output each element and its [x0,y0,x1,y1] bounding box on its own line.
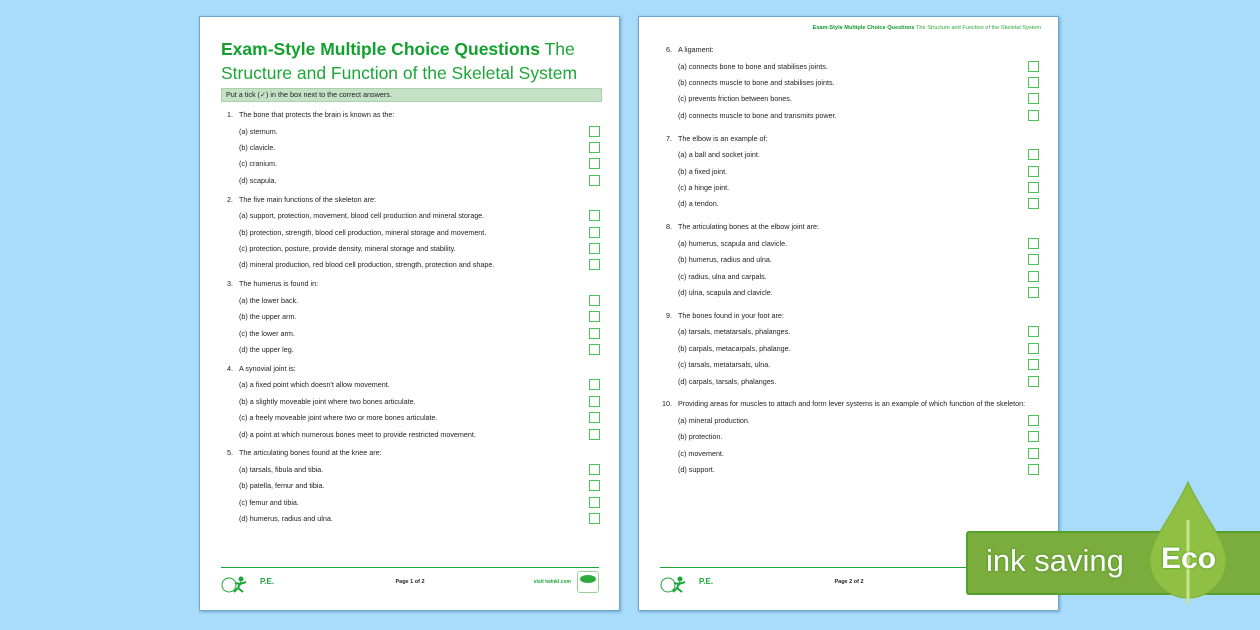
option-label: (a) support, protection, movement, blood cell production and mineral storage. [239,211,485,221]
page-title: Exam-Style Multiple Choice Questions The Structure and Function of the Skeletal System [221,39,578,83]
answer-checkbox[interactable] [589,480,600,491]
answer-option [221,377,602,393]
option-label: (c) tarsals, metatarsals, ulna. [678,360,771,370]
question-prompt: Providing areas for muscles to attach and form lever systems is an example of which function of the skeleton: [678,399,1026,409]
question-prompt: The articulating bones found at the knee are: [239,448,382,458]
answer-checkbox[interactable] [589,344,600,355]
answer-checkbox[interactable] [589,429,600,440]
option-label: (c) a freely moveable joint where two or more bones articulate. [239,413,438,423]
answer-checkbox[interactable] [589,227,600,238]
question-prompt: A synovial joint is: [239,363,296,373]
option-label: (a) the lower back. [239,295,299,305]
option-label: (c) prevents friction between bones. [678,94,792,104]
question-8 [660,218,1041,301]
question-text [221,360,602,377]
question-number: 4. [227,363,233,373]
option-label: (b) connects muscle to bone and stabilises joints. [678,78,835,88]
question-text [221,444,602,461]
question-text [660,41,1041,58]
option-label: (a) a fixed point which doesn't allow movement. [239,380,390,390]
answer-option [660,107,1041,123]
running-header: Exam-Style Multiple Choice Questions The Structure and Function of the Skeletal System [812,25,1041,31]
answer-option [660,356,1041,372]
question-prompt: The articulating bones at the elbow joint are: [678,222,820,232]
answer-checkbox[interactable] [1028,326,1039,337]
answer-checkbox[interactable] [589,513,600,524]
option-label: (c) protection, posture, provide density, mineral storage and stability. [239,244,456,254]
question-text [221,191,602,208]
answer-checkbox[interactable] [1028,166,1039,177]
twinkl-logo-icon [577,571,599,593]
answer-checkbox[interactable] [1028,271,1039,282]
answer-option [221,309,602,325]
answer-option [221,478,602,494]
answer-checkbox[interactable] [589,464,600,475]
option-label: (a) humerus, scapula and clavicle. [678,238,788,248]
answer-option [221,208,602,224]
answer-checkbox[interactable] [589,328,600,339]
answer-option [221,123,602,139]
answer-option [221,426,602,442]
answer-checkbox[interactable] [1028,431,1039,442]
question-2 [221,191,602,274]
answer-option [221,510,602,526]
worksheet-page-2 [638,16,1059,611]
answer-option [221,494,602,510]
answer-option [221,257,602,273]
answer-option [221,409,602,425]
question-number: 3. [227,279,233,289]
option-label: (d) support. [678,465,715,475]
question-number: 7. [666,133,672,143]
option-label: (b) protection. [678,432,723,442]
answer-checkbox[interactable] [1028,448,1039,459]
answer-checkbox[interactable] [1028,254,1039,265]
option-label: (d) the upper leg. [239,344,294,354]
question-text [660,218,1041,235]
option-label: (c) the lower arm. [239,328,295,338]
option-label: (d) humerus, radius and ulna. [239,514,333,524]
answer-checkbox[interactable] [1028,287,1039,298]
option-label: (c) a hinge joint. [678,183,730,193]
worksheet-page-1 [199,16,620,611]
question-prompt: The bone that protects the brain is known as the: [239,110,395,119]
answer-option [221,240,602,256]
subject-label: P.E. [260,577,275,586]
answer-checkbox[interactable] [1028,198,1039,209]
answer-option [221,172,602,188]
option-label: (a) tarsals, metatarsals, phalanges. [678,327,791,337]
option-label: (a) mineral production. [678,415,750,425]
answer-checkbox[interactable] [589,126,600,137]
answer-checkbox[interactable] [589,497,600,508]
question-3 [221,275,602,358]
question-6 [660,41,1041,124]
option-label: (b) a slightly moveable joint where two bones articulate. [239,396,416,406]
option-label: (d) a tendon. [678,199,719,209]
answer-option [660,58,1041,74]
answer-checkbox[interactable] [1028,149,1039,160]
option-label: (c) cranium. [239,159,277,169]
option-label: (d) connects muscle to bone and transmits power. [678,110,837,120]
question-list [660,41,1041,484]
answer-option [660,163,1041,179]
answer-option [660,324,1041,340]
answer-option [660,235,1041,251]
option-label: (b) the upper arm. [239,312,297,322]
question-prompt: A ligament: [678,45,714,54]
visit-link[interactable]: visit twinkl.com [533,579,571,585]
answer-checkbox[interactable] [1028,464,1039,475]
option-label: (a) a ball and socket joint. [678,150,760,160]
option-label: (d) mineral production, red blood cell production, strength, protection and shape. [239,260,495,270]
page-number: Page 2 of 2 [834,579,864,585]
option-label: (c) femur and tibia. [239,497,299,507]
instruction-bar: Put a tick (✓) in the box next to the correct answers. [221,88,602,102]
answer-option [660,91,1041,107]
answer-option [221,292,602,308]
answer-option [660,179,1041,195]
answer-option [221,224,602,240]
ink-saving-label: ink saving [986,543,1124,578]
answer-option [660,461,1041,477]
answer-checkbox[interactable] [1028,343,1039,354]
answer-checkbox[interactable] [1028,77,1039,88]
answer-checkbox[interactable] [589,259,600,270]
answer-checkbox[interactable] [589,412,600,423]
answer-checkbox[interactable] [1028,238,1039,249]
option-label: (a) sternum. [239,126,278,136]
answer-checkbox[interactable] [1028,110,1039,121]
page-content [660,25,1041,484]
question-number: 6. [666,45,672,54]
subject-label: P.E. [699,577,714,586]
question-prompt: The humerus is found in: [239,279,319,289]
answer-option [660,412,1041,428]
answer-checkbox[interactable] [1028,376,1039,387]
option-label: (d) ulna, scapula and clavicle. [678,287,773,297]
question-prompt: The elbow is an example of: [678,133,768,143]
question-7 [660,130,1041,213]
answer-checkbox[interactable] [1028,61,1039,72]
answer-option [660,284,1041,300]
question-5 [221,444,602,527]
option-label: (b) carpals, metacarpals, phalange. [678,343,791,353]
option-label: (c) radius, ulna and carpals. [678,271,767,281]
question-number: 9. [666,310,672,320]
answer-option [660,268,1041,284]
answer-checkbox[interactable] [589,210,600,221]
answer-checkbox[interactable] [1028,415,1039,426]
option-label: (b) protection, strength, blood cell production, mineral storage and movement. [239,227,487,237]
answer-option [221,156,602,172]
question-4 [221,360,602,443]
eco-label: Eco [1161,542,1217,575]
answer-checkbox[interactable] [589,311,600,322]
question-text [660,395,1041,412]
answer-checkbox[interactable] [589,396,600,407]
question-number: 8. [666,222,672,232]
answer-checkbox[interactable] [1028,359,1039,370]
option-label: (d) a point at which numerous bones meet to provide restricted movement. [239,429,476,439]
answer-checkbox[interactable] [1028,93,1039,104]
question-1 [221,106,602,189]
question-number: 1. [227,110,233,119]
option-label: (a) tarsals, fibula and tibia. [239,464,324,474]
answer-option [660,445,1041,461]
option-label: (b) patella, femur and tibia. [239,481,325,491]
question-text [660,307,1041,324]
answer-option [660,340,1041,356]
option-label: (c) movement. [678,448,724,458]
answer-option [221,393,602,409]
option-label: (d) carpals, tarsals, phalanges. [678,376,777,386]
question-10 [660,395,1041,478]
option-label: (b) humerus, radius and ulna. [678,255,772,265]
answer-option [660,373,1041,389]
answer-checkbox[interactable] [589,175,600,186]
question-9 [660,307,1041,390]
question-text [660,130,1041,147]
answer-option [221,139,602,155]
answer-option [221,461,602,477]
question-text [221,275,602,292]
question-number: 2. [227,194,233,204]
answer-checkbox[interactable] [589,158,600,169]
question-text [221,106,602,123]
question-number: 10. [662,399,672,409]
answer-option [660,196,1041,212]
question-prompt: The bones found in your foot are: [678,310,784,320]
page-content [221,37,602,529]
question-list [221,106,602,529]
option-label: (b) a fixed joint. [678,166,728,176]
option-label: (d) scapula. [239,175,277,185]
question-number: 5. [227,448,233,458]
answer-option [660,147,1041,163]
answer-checkbox[interactable] [589,142,600,153]
answer-option [221,325,602,341]
answer-option [221,341,602,357]
answer-checkbox[interactable] [589,379,600,390]
answer-option [660,429,1041,445]
answer-option [660,252,1041,268]
option-label: (b) clavicle. [239,143,276,153]
question-prompt: The five main functions of the skeleton are: [239,194,377,204]
page-footer [221,567,599,607]
answer-checkbox[interactable] [1028,182,1039,193]
answer-checkbox[interactable] [589,243,600,254]
answer-option [660,74,1041,90]
answer-checkbox[interactable] [589,295,600,306]
option-label: (a) connects bone to bone and stabilises joints. [678,61,828,71]
page-number: Page 1 of 2 [395,579,425,585]
